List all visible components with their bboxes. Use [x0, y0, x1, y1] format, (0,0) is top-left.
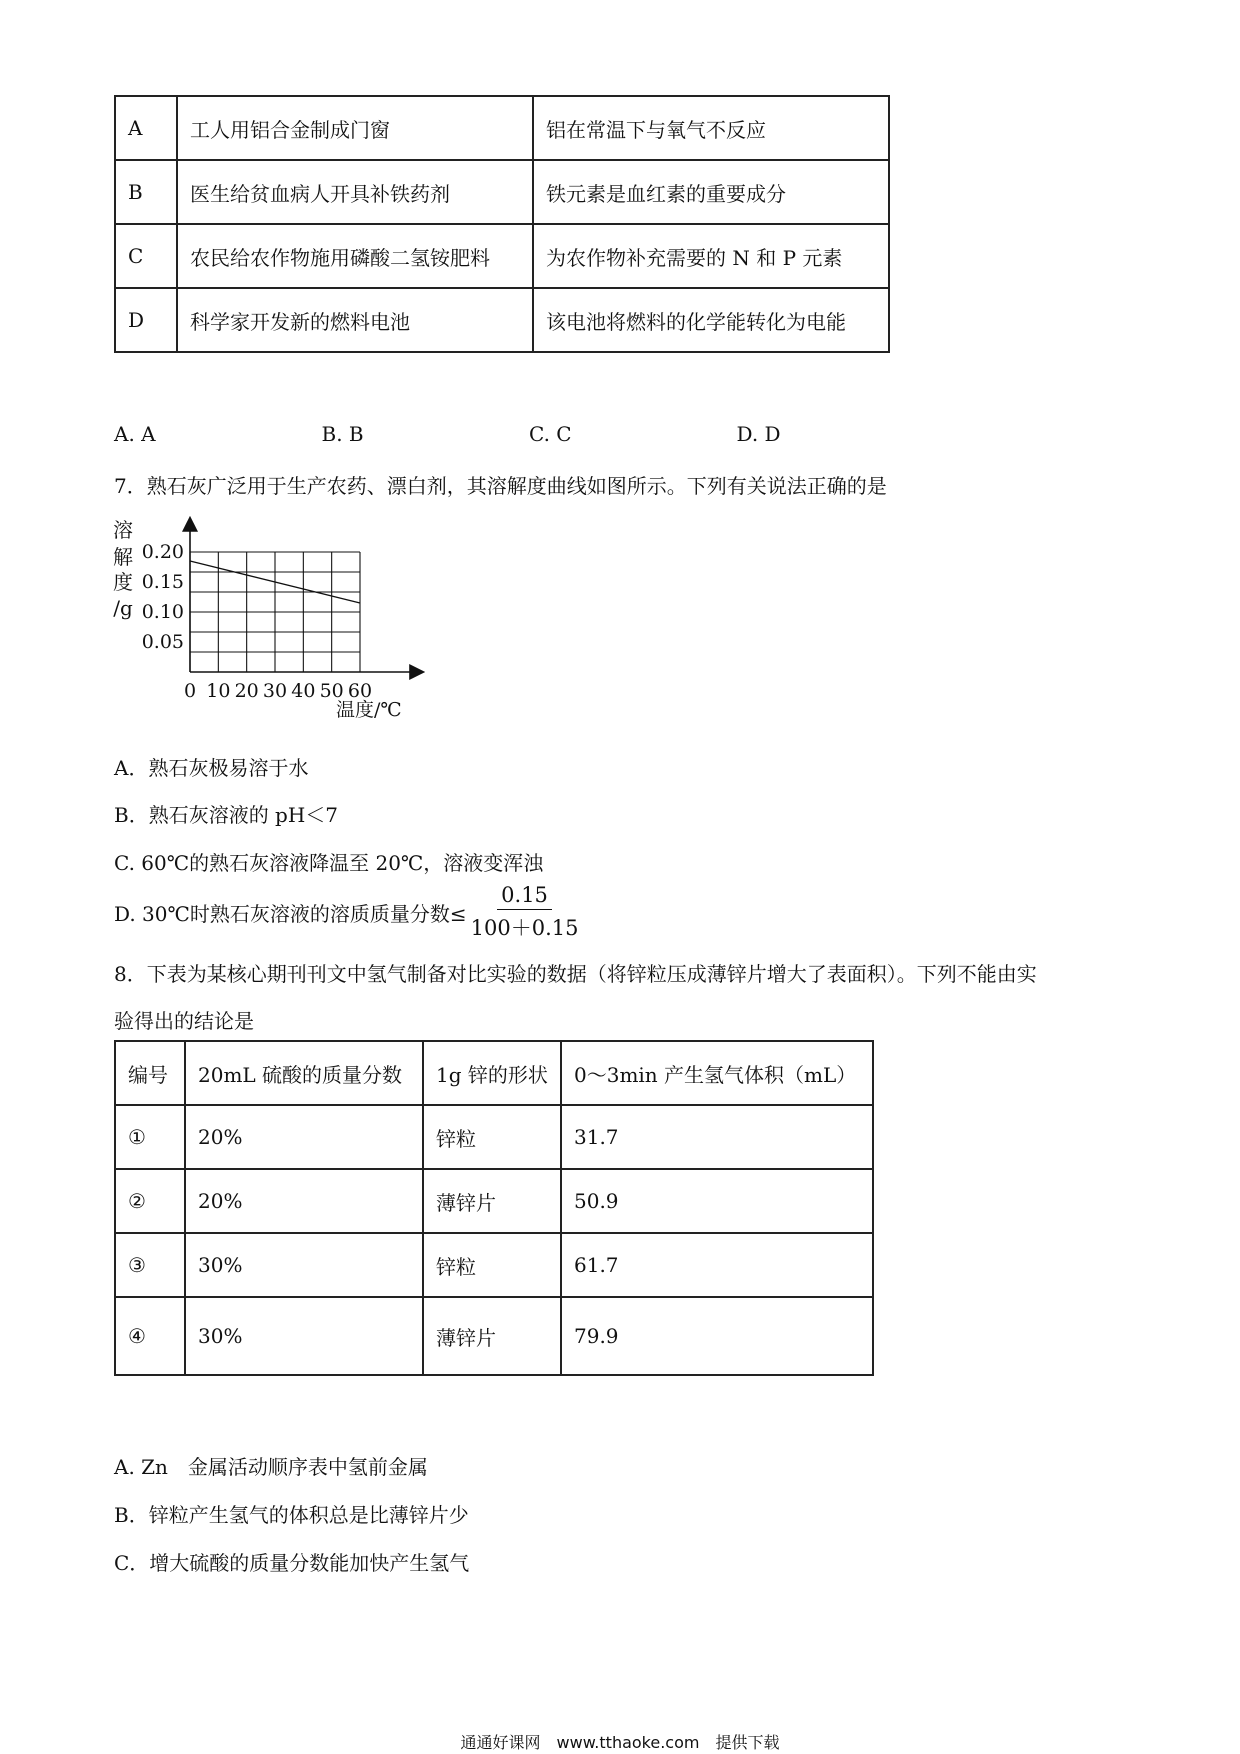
footer-watermark: 通通好课网 www.tthaoke.com 提供下载 — [460, 1733, 780, 1752]
table-cell: ④ — [115, 1297, 185, 1375]
option-b: B. B — [321, 422, 364, 446]
table-row — [115, 288, 889, 352]
question-6-options — [114, 422, 944, 446]
table-cell: 20% — [185, 1169, 423, 1233]
option-d-prefix: D. 30℃时熟石灰溶液的溶质质量分数≤ — [114, 902, 467, 926]
table-row — [115, 1169, 873, 1233]
table-header-row — [115, 1041, 873, 1105]
x-tick-label: 50 — [319, 680, 344, 702]
table-cell: 30% — [185, 1297, 423, 1375]
fraction-numerator: 0.15 — [497, 883, 552, 910]
table-cell: ③ — [115, 1233, 185, 1297]
table-cell: ② — [115, 1169, 185, 1233]
table-cell: B — [115, 160, 177, 224]
table-cell: 铁元素是血红素的重要成分 — [533, 160, 889, 224]
table-cell: D — [115, 288, 177, 352]
question-7-stem: 7．熟石灰广泛用于生产农药、漂白剂，其溶解度曲线如图所示。下列有关说法正确的是 — [114, 474, 887, 498]
match-table — [114, 95, 890, 353]
question-8-option-a: A. Zn 金属活动顺序表中氢前金属 — [114, 1455, 428, 1479]
y-axis-label-char: 度 — [113, 570, 133, 594]
y-tick-label: 0.20 — [141, 541, 184, 563]
experiment-table — [114, 1040, 874, 1376]
table-cell: 薄锌片 — [423, 1297, 561, 1375]
x-tick-label: 10 — [206, 680, 231, 702]
option-d: D. D — [736, 422, 781, 446]
x-tick-label: 0 — [183, 680, 197, 702]
question-8-option-b: B．锌粒产生氢气的体积总是比薄锌片少 — [114, 1503, 469, 1527]
table-cell: 锌粒 — [423, 1233, 561, 1297]
table-cell: A — [115, 96, 177, 160]
header-cell: 1g 锌的形状 — [423, 1041, 561, 1105]
table-cell: 农民给农作物施用磷酸二氢铵肥料 — [177, 224, 533, 288]
table-cell: 铝在常温下与氧气不反应 — [533, 96, 889, 160]
table-cell: 工人用铝合金制成门窗 — [177, 96, 533, 160]
table-row — [115, 1105, 873, 1169]
question-8-stem-line1: 8．下表为某核心期刊刊文中氢气制备对比实验的数据（将锌粒压成薄锌片增大了表面积）。下列不能由实 — [114, 962, 1037, 986]
y-tick-label: 0.15 — [141, 571, 184, 593]
table-cell: 50.9 — [561, 1169, 873, 1233]
y-tick-label: 0.10 — [141, 601, 184, 623]
table-cell: 31.7 — [561, 1105, 873, 1169]
y-axis-label-char: 溶 — [113, 518, 133, 542]
table-row — [115, 1297, 873, 1375]
fraction-denominator: 100＋0.15 — [470, 916, 579, 940]
y-axis-label-char: /g — [113, 596, 133, 620]
fraction — [471, 883, 579, 942]
table-cell: 医生给贫血病人开具补铁药剂 — [177, 160, 533, 224]
table-row — [115, 1233, 873, 1297]
solubility-chart — [108, 515, 438, 725]
table-cell: 30% — [185, 1233, 423, 1297]
option-a: A. A — [114, 422, 156, 446]
y-axis-label-char: 解 — [113, 545, 133, 569]
table-cell: 79.9 — [561, 1297, 873, 1375]
question-7-option-c: C. 60℃的熟石灰溶液降温至 20℃，溶液变浑浊 — [114, 851, 544, 875]
option-c: C. C — [529, 422, 572, 446]
table-cell: ① — [115, 1105, 185, 1169]
table-cell: 为农作物补充需要的 N 和 P 元素 — [533, 224, 889, 288]
table-cell: 20% — [185, 1105, 423, 1169]
y-tick-label: 0.05 — [141, 631, 184, 653]
question-7-option-a: A．熟石灰极易溶于水 — [114, 756, 309, 780]
table-row — [115, 96, 889, 160]
header-cell: 0～3min 产生氢气体积（mL） — [561, 1041, 873, 1105]
header-cell: 20mL 硫酸的质量分数 — [185, 1041, 423, 1105]
table-row — [115, 160, 889, 224]
x-tick-label: 20 — [234, 680, 259, 702]
table-cell: 薄锌片 — [423, 1169, 561, 1233]
question-8-option-c: C．增大硫酸的质量分数能加快产生氢气 — [114, 1551, 470, 1575]
question-8-stem-line2: 验得出的结论是 — [114, 1009, 254, 1033]
question-7-option-d — [114, 883, 578, 942]
x-tick-label: 30 — [262, 680, 288, 702]
x-axis-label: 温度/℃ — [336, 699, 402, 721]
table-cell: 科学家开发新的燃料电池 — [177, 288, 533, 352]
table-cell: 该电池将燃料的化学能转化为电能 — [533, 288, 889, 352]
x-tick-label: 40 — [291, 680, 316, 702]
table-cell: 61.7 — [561, 1233, 873, 1297]
table-row — [115, 224, 889, 288]
table-cell: C — [115, 224, 177, 288]
table-cell: 锌粒 — [423, 1105, 561, 1169]
question-7-option-b: B．熟石灰溶液的 pH＜7 — [114, 803, 339, 827]
x-tick-label: 60 — [347, 680, 373, 702]
header-cell: 编号 — [115, 1041, 185, 1105]
